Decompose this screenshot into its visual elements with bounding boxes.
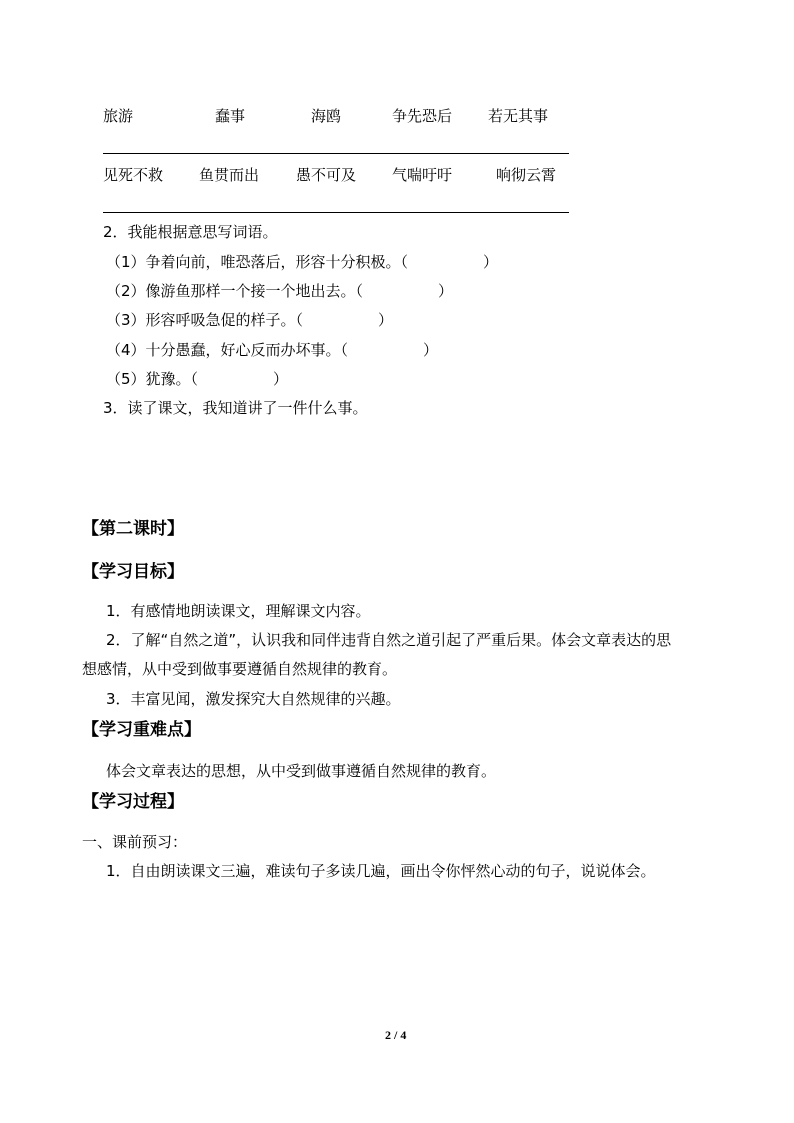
question-item: （1）争着向前，唯恐落后，形容十分积极。（ ） — [106, 253, 499, 271]
key-point-text: 体会文章表达的思想，从中受到做事遵循自然规律的教育。 — [106, 762, 497, 780]
section-heading: 【第二课时】 — [82, 519, 184, 539]
vocab-word: 蠢事 — [215, 107, 246, 125]
section-heading: 【学习过程】 — [82, 792, 184, 812]
goal-item: 2．了解“自然之道”，认识我和同伴违背自然之道引起了严重后果。体会文章表达的思 — [106, 631, 672, 649]
question-title: 2．我能根据意思写词语。 — [103, 223, 278, 241]
page-number: 2 / 4 — [385, 1028, 407, 1042]
vocab-word: 旅游 — [103, 107, 134, 125]
vocab-word: 鱼贯而出 — [199, 166, 260, 184]
section-heading: 【学习目标】 — [82, 562, 184, 582]
vocab-word: 气喘吁吁 — [392, 166, 453, 184]
question-item: （3）形容呼吸急促的样子。（ ） — [106, 311, 394, 329]
goal-item: 3．丰富见闻，激发探究大自然规律的兴趣。 — [106, 690, 401, 708]
subsection-heading: 一、课前预习： — [82, 833, 188, 851]
vocab-word: 若无其事 — [488, 107, 549, 125]
question-item: （5）犹豫。（ ） — [106, 370, 289, 388]
vocab-word: 见死不救 — [103, 166, 164, 184]
section-heading: 【学习重难点】 — [82, 720, 201, 740]
goal-item: 1．有感情地朗读课文，理解课文内容。 — [106, 602, 371, 620]
question-item: （4）十分愚蠢，好心反而办坏事。（ ） — [106, 341, 439, 359]
vocab-word: 争先恐后 — [392, 107, 453, 125]
writing-line — [103, 153, 569, 154]
question-item: （2）像游鱼那样一个接一个地出去。（ ） — [106, 282, 454, 300]
vocab-word: 响彻云霄 — [496, 166, 557, 184]
vocab-word: 愚不可及 — [296, 166, 357, 184]
writing-line — [103, 212, 569, 213]
preview-item: 1．自由朗读课文三遍，难读句子多读几遍，画出令你怦然心动的句子，说说体会。 — [106, 862, 656, 880]
goal-item: 想感情，从中受到做事要遵循自然规律的教育。 — [82, 660, 398, 678]
vocab-word: 海鸥 — [311, 107, 342, 125]
question-title: 3．读了课文，我知道讲了一件什么事。 — [103, 399, 368, 417]
